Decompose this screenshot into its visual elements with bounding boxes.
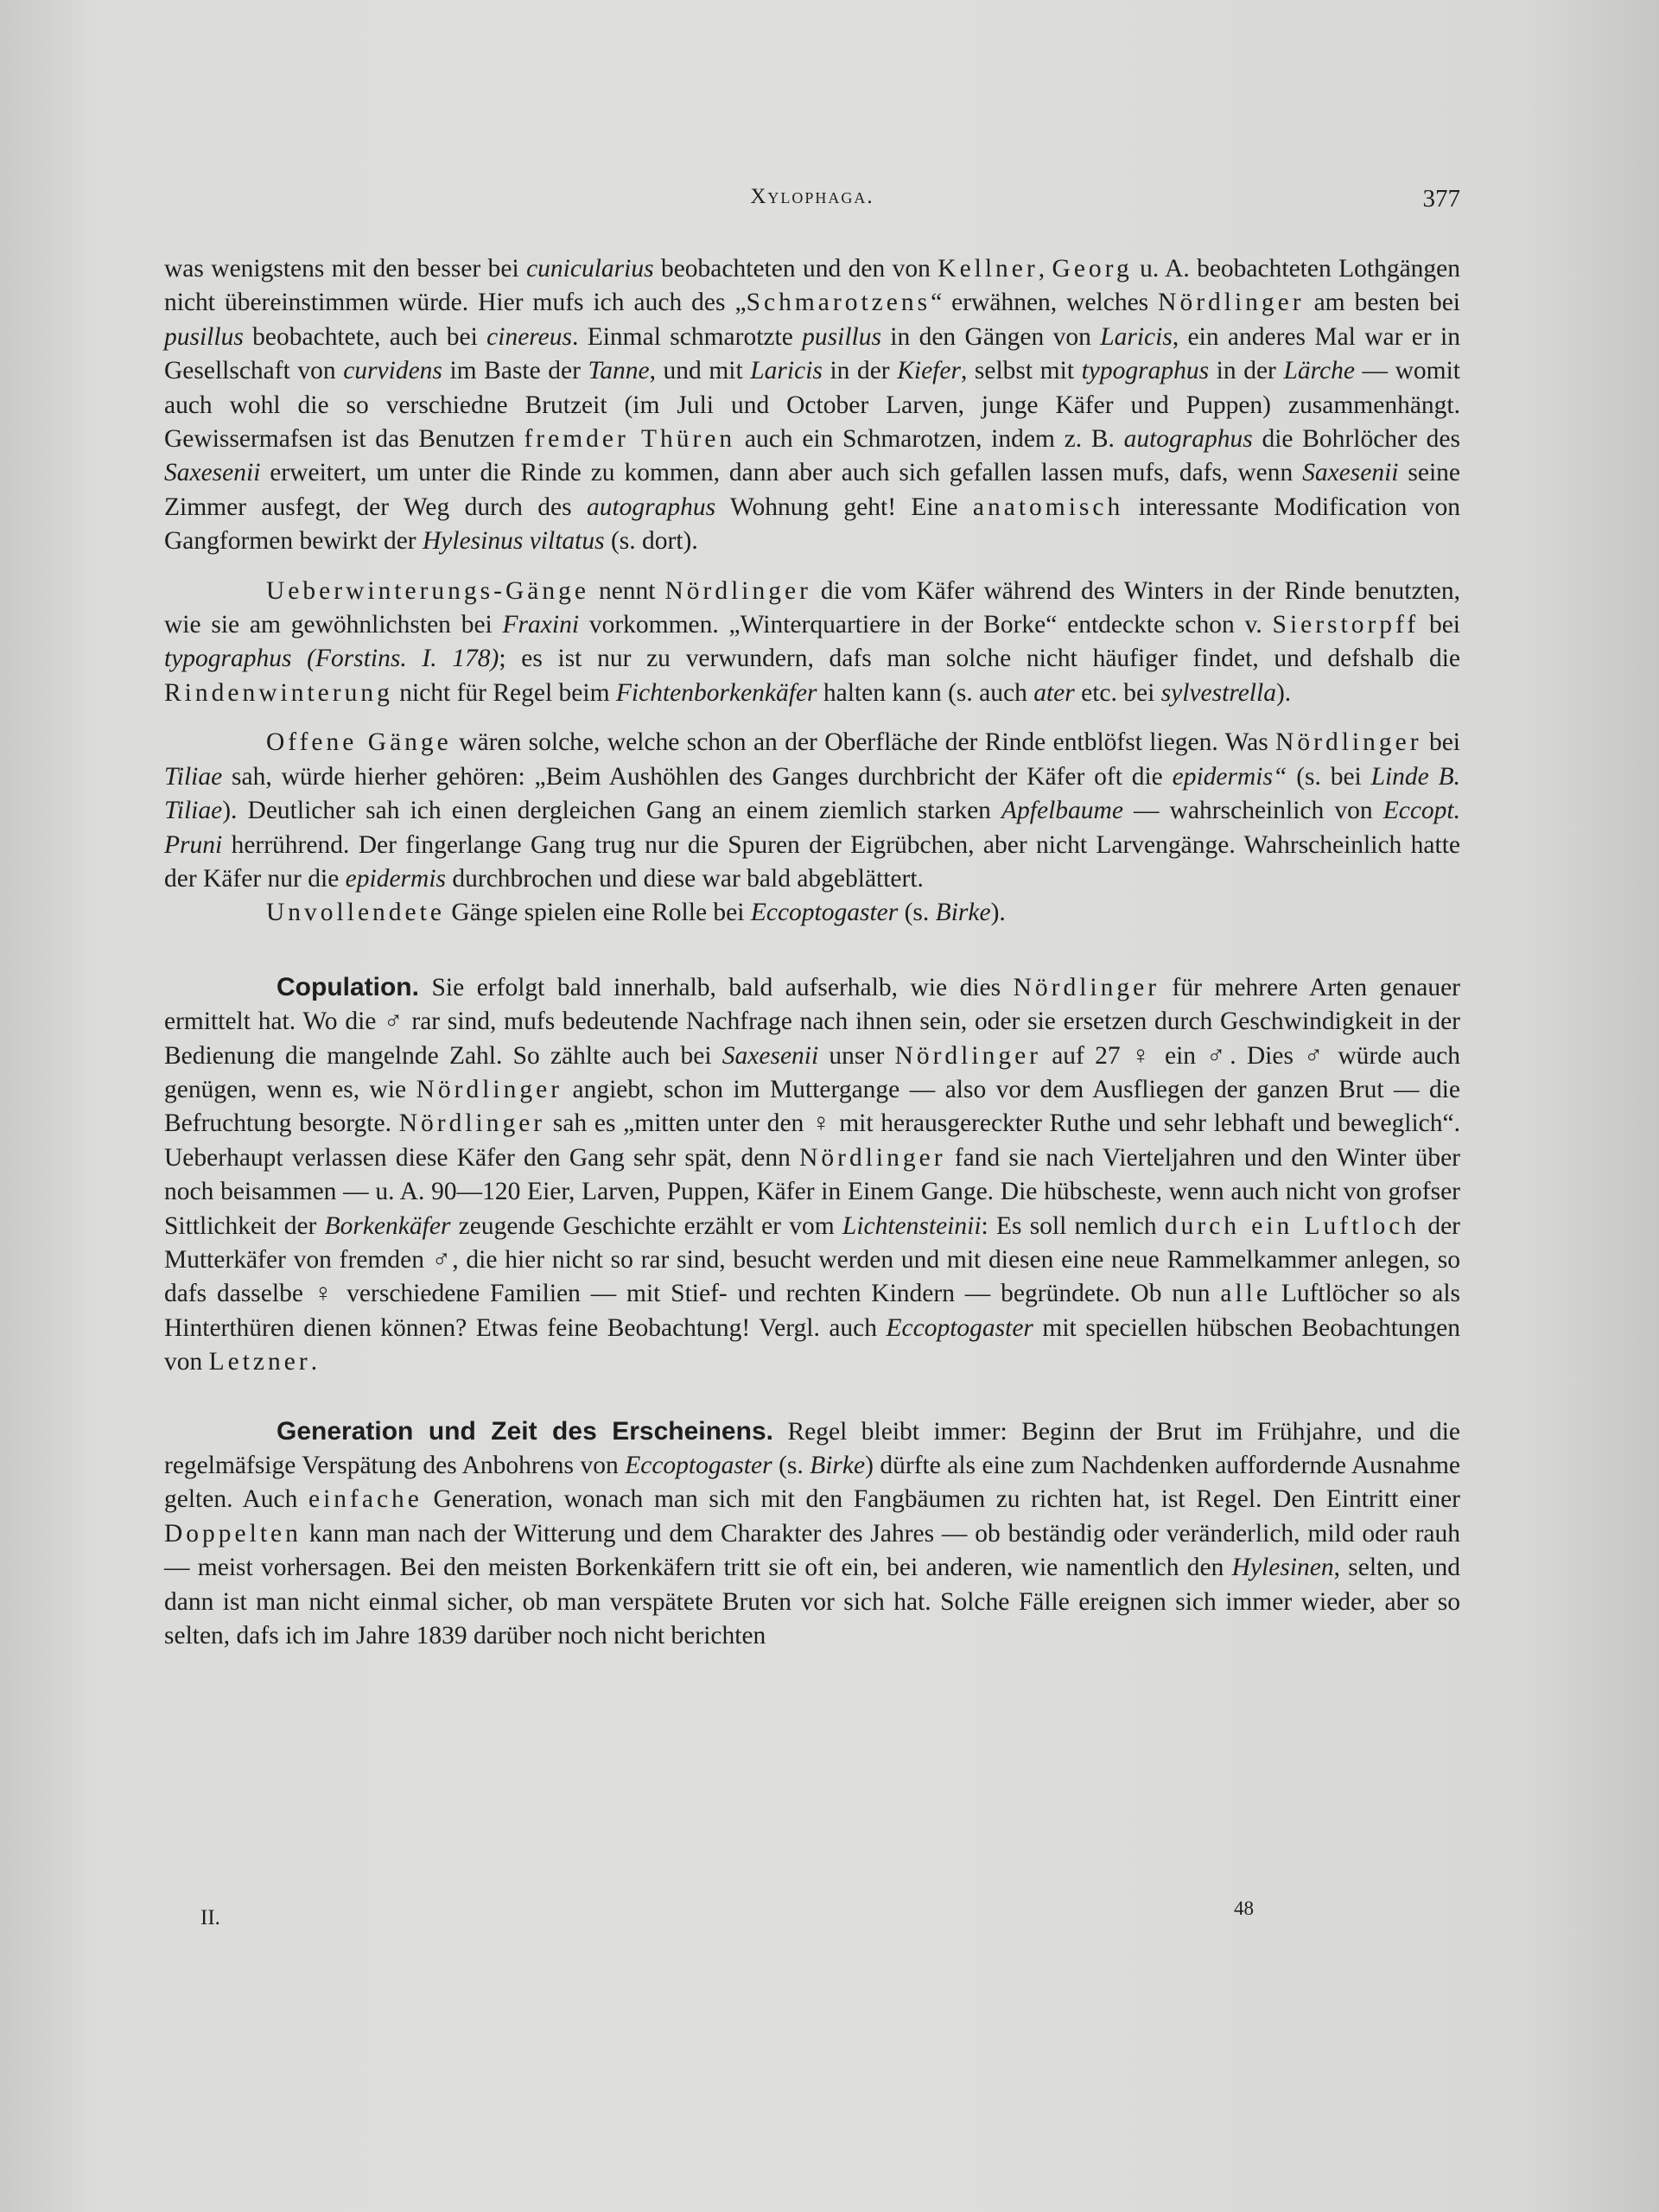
- paragraph-ueberwinterungsgaenge: Ueberwinterungs-Gänge nennt Nördlinger die vom Käfer während des Winters in der Rinde benutzten, wie sie am gewöhnlichsten bei Fraxini vorkommen. „Winterquartiere in der Borke“ entdeckte schon v. Sierstorpff bei typographus (Forstins. I. 178); es ist nur zu verwundern, dafs man solche nicht häufiger findet, und defshalb die Rindenwinterung nicht für Regel beim Fichtenborkenkäfer halten kann (s. auch ater etc. bei sylvestrella).: [164, 576, 1460, 707]
- heading-copulation: Copulation.: [276, 972, 419, 1001]
- section-copulation: Copulation. Sie erfolgt bald innerhalb, bald aufserhalb, wie dies Nördlinger für mehrere Arten genauer ermittelt hat. Wo die ♂ rar sind, mufs bedeutende Nachfrage nach ihnen sein, oder sie ersetzen durch Geschwindigkeit in der Bedienung die mangelnde Zahl. So zählte auch bei Saxesenii unser Nördlinger auf 27 ♀ ein ♂. Dies ♂ würde auch genügen, wenn es, wie Nördlinger angiebt, schon im Muttergange — also vor dem Ausfliegen der ganzen Brut — die Befruchtung besorgte. Nördlinger sah es „mitten unter den ♀ mit herausgereckter Ruthe und sehr lebhaft und beweglich“. Ueberhaupt verlassen diese Käfer den Gang sehr spät, denn Nördlinger fand sie nach Vierteljahren und den Winter über noch beisammen — u. A. 90—120 Eier, Larven, Puppen, Käfer in Einem Gange. Die hübscheste, wenn auch nicht von grofser Sittlichkeit der Borkenkäfer zeugende Geschichte erzählt er vom Lichtensteinii: Es soll nemlich durch ein Luftloch der Mutterkäfer von fremden ♂, die hier nicht so rar sind, besucht werden und mit diesen eine neue Rammelkammer anlegen, so dafs dasselbe ♀ verschiedene Familien — mit Stief- und rechten Kindern — begründete. Ob nun alle Luftlöcher so als Hinterthüren dienen können? Etwas feine Beobachtung! Vergl. auch Eccoptogaster mit speciellen hübschen Beobachtungen von Letzner.: [164, 972, 1461, 1376]
- sheet-number: 48: [1234, 1897, 1254, 1919]
- running-header: [164, 185, 1460, 219]
- paragraph-offene-gaenge: Offene Gänge wären solche, welche schon an der Oberfläche der Rinde entblöfst liegen. Was Nördlinger bei Tiliae sah, würde hierher gehören: „Beim Aushöhlen des Ganges durchbricht der Käfer oft die epidermis“ (s. bei Linde B. Tiliae). Deutlicher sah ich einen dergleichen Gang an einem ziemlich starken Apfelbaume — wahrscheinlich von Eccopt. Pruni herrührend. Der fingerlange Gang trug nur die Spuren der Eigrübchen, aber nicht Larvengänge. Wahrscheinlich hatte der Käfer nur die epidermis durchbrochen und diese war bald abgeblättert.: [164, 728, 1461, 893]
- paragraph-lothgaenge: was wenigstens mit den besser bei cunicularius beobachteten und den von Kellner, Georg u. A. beobachteten Lothgängen nicht übereinstimmen würde. Hier mufs ich auch des „Schmarotzens“ erwähnen, welches Nördlinger am besten bei pusillus beobachtete, auch bei cinereus. Einmal schmarotzte pusillus in den Gängen von Laricis, ein anderes Mal war er in Gesellschaft von curvidens im Baste der Tanne, und mit Laricis in der Kiefer, selbst mit typographus in der Lärche — womit auch wohl die so verschiedne Brutzeit (im Juli und October Larven, junge Käfer und Puppen) zusammenhängt. Gewissermafsen ist das Benutzen fremder Thüren auch ein Schmarotzen, indem z. B. autographus die Bohrlöcher des Saxesenii erweitert, um unter die Rinde zu kommen, dann aber auch sich gefallen lassen mufs, dafs, wenn Saxesenii seine Zimmer ausfegt, der Weg durch des autographus Wohnung geht! Eine anatomisch interessante Modification von Gangformen bewirkt der Hylesinus viltatus (s. dort).: [164, 255, 1461, 556]
- page-number: 377: [1422, 185, 1460, 213]
- body-text: [164, 252, 1460, 1653]
- heading-generation: Generation und Zeit des Erscheinens.: [276, 1416, 773, 1446]
- page-footer: [200, 1897, 1281, 1932]
- signature-mark: II.: [200, 1906, 220, 1929]
- section-generation: Generation und Zeit des Erscheinens. Regel bleibt immer: Beginn der Brut im Frühjahre, und die regelmäfsige Verspätung des Anbohrens von Eccoptogaster (s. Birke) dürfte als eine zum Nachdenken auffordernde Ausnahme gelten. Auch einfache Generation, wonach man sich mit den Fangbäumen zu richten hat, ist Regel. Den Eintritt einer Doppelten kann man nach der Witterung und dem Charakter des Jahres — ob beständig oder veränderlich, mild oder rauh — meist vorhersagen. Bei den meisten Borkenkäfern tritt sie oft ein, bei anderen, wie namentlich den Hylesinen, selten, und dann ist man nicht einmal sicher, ob man verspätete Bruten vor sich hat. Solche Fälle ereignen sich immer wieder, aber so selten, dafs ich im Jahre 1839 darüber noch nicht berichten: [164, 1416, 1460, 1650]
- paragraph-unvollendete-gaenge: Unvollendete Gänge spielen eine Rolle bei Eccoptogaster (s. Birke).: [266, 899, 1006, 927]
- running-title: Xylophaga.: [750, 185, 874, 208]
